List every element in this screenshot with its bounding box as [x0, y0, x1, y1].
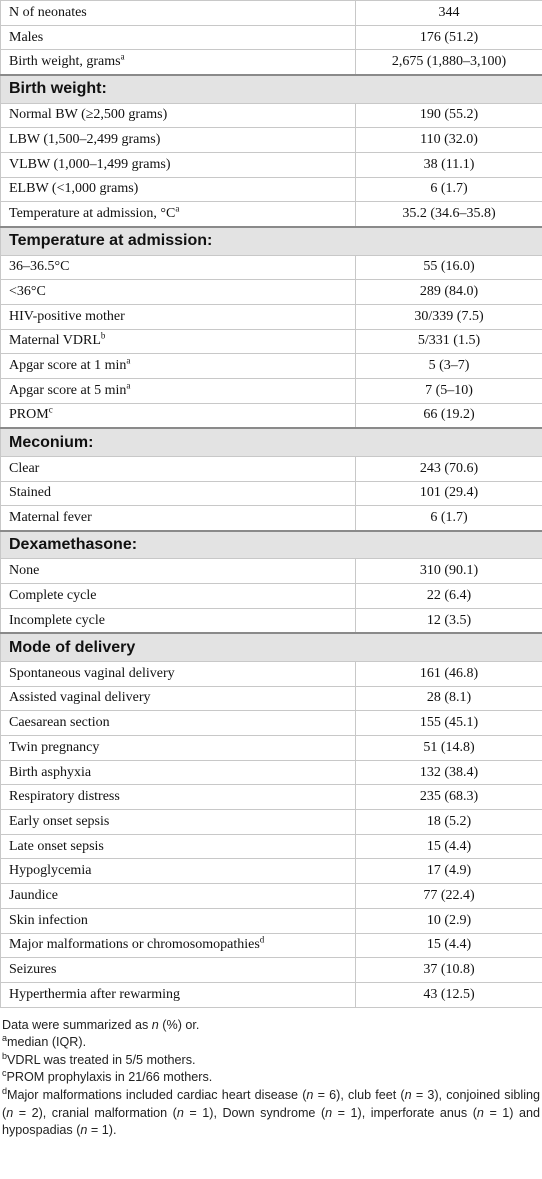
- table-row: [1, 25, 542, 50]
- section-header: Birth weight:: [1, 75, 542, 103]
- row-label: Early onset sepsis: [9, 813, 110, 829]
- row-label: Normal BW (≥2,500 grams): [9, 107, 168, 123]
- row-value: 22 (6.4): [356, 584, 542, 609]
- row-value: 243 (70.6): [356, 456, 542, 481]
- footnote-b: [2, 1052, 540, 1070]
- footnote-d-segment: = 2), cranial malformation (: [13, 1105, 177, 1120]
- row-label-cell: [1, 559, 356, 584]
- row-label: Complete cycle: [9, 587, 97, 603]
- section-header: Meconium:: [1, 428, 542, 456]
- row-label-cell: [1, 304, 356, 329]
- footnote-marker: a: [126, 380, 131, 391]
- row-value: 37 (10.8): [356, 958, 542, 983]
- row-label: Seizures: [9, 962, 57, 978]
- row-value: 6 (1.7): [356, 177, 542, 202]
- row-value: 18 (5.2): [356, 810, 542, 835]
- section-header: Mode of delivery: [1, 633, 542, 661]
- table-row: [1, 103, 542, 128]
- row-value: 15 (4.4): [356, 834, 542, 859]
- footnote-summary-text-end: (%) or.: [158, 1017, 200, 1032]
- row-label-cell: [1, 50, 356, 75]
- table-row: [1, 456, 542, 481]
- table-row: [1, 908, 542, 933]
- footnote-marker: a: [120, 51, 125, 62]
- table-row: [1, 711, 542, 736]
- footnote-d-segment: = 6), club feet (: [313, 1087, 405, 1102]
- footnote-a: [2, 1034, 540, 1052]
- row-value: 2,675 (1,880–3,100): [356, 50, 542, 75]
- row-label: LBW (1,500–2,499 grams): [9, 132, 161, 148]
- row-label: Birth asphyxia: [9, 764, 92, 780]
- footnote-d-segment: = 1) and hypospadias (: [2, 1105, 541, 1138]
- table-row: [1, 760, 542, 785]
- row-label-cell: [1, 255, 356, 280]
- row-label: PROM: [9, 407, 49, 423]
- row-label: Maternal fever: [9, 510, 92, 526]
- row-label: Incomplete cycle: [9, 612, 106, 628]
- section-header: Dexamethasone:: [1, 531, 542, 559]
- row-label-cell: [1, 686, 356, 711]
- footnote-d-n: n: [6, 1105, 14, 1120]
- row-label-cell: [1, 378, 356, 403]
- row-value: 155 (45.1): [356, 711, 542, 736]
- footnote-d-n: n: [80, 1123, 88, 1138]
- table-row: [1, 128, 542, 153]
- table-row: [1, 280, 542, 305]
- row-value: 10 (2.9): [356, 908, 542, 933]
- table-row: [1, 608, 542, 633]
- row-label-cell: [1, 1, 356, 26]
- row-label-cell: [1, 834, 356, 859]
- row-value: 101 (29.4): [356, 481, 542, 506]
- row-label-cell: [1, 711, 356, 736]
- row-label-cell: [1, 661, 356, 686]
- row-value: 66 (19.2): [356, 403, 542, 428]
- row-label-cell: [1, 481, 356, 506]
- row-value: 12 (3.5): [356, 608, 542, 633]
- table-row: [1, 810, 542, 835]
- row-label-cell: [1, 584, 356, 609]
- row-value: 28 (8.1): [356, 686, 542, 711]
- row-label: Spontaneous vaginal delivery: [9, 665, 175, 681]
- table-row: [1, 255, 542, 280]
- footnote-d-n: n: [476, 1105, 484, 1120]
- table-row: [1, 834, 542, 859]
- footnote-summary: [2, 1017, 540, 1035]
- table-body: [1, 1, 542, 1008]
- row-label-cell: [1, 456, 356, 481]
- footnote-marker: d: [259, 934, 265, 945]
- row-value: 51 (14.8): [356, 736, 542, 761]
- footnote-d-n: n: [176, 1105, 184, 1120]
- row-label-cell: [1, 128, 356, 153]
- row-value: 5 (3–7): [356, 354, 542, 379]
- row-label-cell: [1, 810, 356, 835]
- row-label-cell: [1, 760, 356, 785]
- footnote-marker: c: [48, 404, 53, 415]
- row-value: 132 (38.4): [356, 760, 542, 785]
- table-row: [1, 736, 542, 761]
- row-value: 77 (22.4): [356, 884, 542, 909]
- row-label-cell: [1, 958, 356, 983]
- section-header: Temperature at admission:: [1, 227, 542, 255]
- row-value: 15 (4.4): [356, 933, 542, 958]
- footnote-d-segment: = 3), conjoined sibling (: [2, 1087, 540, 1120]
- row-value: 110 (32.0): [356, 128, 542, 153]
- table-row: [1, 354, 542, 379]
- table-row: [1, 859, 542, 884]
- row-label: Clear: [9, 460, 40, 476]
- footnote-a-mark: a: [2, 1032, 8, 1043]
- row-label: Late onset sepsis: [9, 838, 104, 854]
- table-row: [1, 884, 542, 909]
- footnote-d-segment: Major malformations included cardiac heart disease (: [7, 1087, 307, 1102]
- row-label-cell: [1, 785, 356, 810]
- footnotes: [0, 1008, 542, 1140]
- row-label: 36–36.5°C: [9, 259, 70, 275]
- row-value: 38 (11.1): [356, 152, 542, 177]
- row-label: Apgar score at 5 min: [9, 382, 127, 398]
- row-label: Apgar score at 1 min: [9, 358, 127, 374]
- row-label: Skin infection: [9, 912, 88, 928]
- row-label: HIV-positive mother: [9, 308, 125, 324]
- row-label: Hyperthermia after rewarming: [9, 986, 181, 1002]
- row-label-cell: [1, 884, 356, 909]
- table-row: [1, 686, 542, 711]
- row-value: 35.2 (34.6–35.8): [356, 202, 542, 227]
- footnote-summary-n: n: [151, 1017, 159, 1032]
- row-label: None: [9, 563, 40, 579]
- footnote-c-text: PROM prophylaxis in 21/66 mothers.: [6, 1070, 213, 1085]
- table-row: [1, 982, 542, 1007]
- footnote-marker: a: [175, 203, 180, 214]
- row-value: 7 (5–10): [356, 378, 542, 403]
- row-label: N of neonates: [9, 4, 87, 20]
- footnote-a-text: median (IQR).: [7, 1035, 87, 1050]
- row-label: Caesarean section: [9, 715, 110, 731]
- row-value: 190 (55.2): [356, 103, 542, 128]
- row-value: 310 (90.1): [356, 559, 542, 584]
- row-label-cell: [1, 152, 356, 177]
- footnote-marker: a: [126, 355, 131, 366]
- row-label-cell: [1, 202, 356, 227]
- row-value: 161 (46.8): [356, 661, 542, 686]
- row-label-cell: [1, 982, 356, 1007]
- table-row: [1, 1, 542, 26]
- row-label: <36°C: [9, 284, 46, 300]
- footnote-b-text: VDRL was treated in 5/5 mothers.: [7, 1052, 196, 1067]
- table-row: [1, 584, 542, 609]
- table-row: [1, 403, 542, 428]
- footnote-b-mark: b: [2, 1050, 8, 1061]
- table-row: [1, 202, 542, 227]
- row-label: Birth weight, grams: [9, 54, 121, 70]
- row-label-cell: [1, 354, 356, 379]
- footnote-d-segment: = 1), Down syndrome (: [183, 1105, 326, 1120]
- section-header-row: [1, 227, 542, 255]
- section-header-row: [1, 428, 542, 456]
- footnote-d-segment: = 1), imperforate anus (: [332, 1105, 477, 1120]
- row-label-cell: [1, 177, 356, 202]
- footnote-marker: b: [100, 330, 106, 341]
- row-value: 344: [356, 1, 542, 26]
- row-label: Temperature at admission, °C: [9, 206, 176, 222]
- table-row: [1, 177, 542, 202]
- row-label-cell: [1, 736, 356, 761]
- row-label: Maternal VDRL: [9, 333, 101, 349]
- table-row: [1, 50, 542, 75]
- footnote-d: [2, 1087, 540, 1140]
- row-label-cell: [1, 403, 356, 428]
- row-label: Major malformations or chromosomopathies: [9, 937, 260, 953]
- row-label: Stained: [9, 485, 51, 501]
- footnote-c-mark: c: [2, 1068, 7, 1079]
- table-row: [1, 933, 542, 958]
- row-label-cell: [1, 25, 356, 50]
- row-value: 176 (51.2): [356, 25, 542, 50]
- row-value: 6 (1.7): [356, 506, 542, 531]
- table-row: [1, 304, 542, 329]
- table-row: [1, 506, 542, 531]
- table-row: [1, 378, 542, 403]
- table-row: [1, 661, 542, 686]
- table-row: [1, 785, 542, 810]
- section-header-row: [1, 633, 542, 661]
- section-header-row: [1, 75, 542, 103]
- section-header-row: [1, 531, 542, 559]
- row-label: Assisted vaginal delivery: [9, 690, 151, 706]
- row-label-cell: [1, 506, 356, 531]
- row-label-cell: [1, 608, 356, 633]
- table-row: [1, 559, 542, 584]
- table-row: [1, 958, 542, 983]
- table-row: [1, 481, 542, 506]
- footnote-d-n: n: [306, 1087, 314, 1102]
- row-value: 289 (84.0): [356, 280, 542, 305]
- row-label-cell: [1, 908, 356, 933]
- row-label: Respiratory distress: [9, 789, 120, 805]
- footnote-d-segment: = 1).: [87, 1123, 117, 1138]
- row-label-cell: [1, 933, 356, 958]
- footnote-d-mark: d: [2, 1085, 8, 1096]
- row-value: 17 (4.9): [356, 859, 542, 884]
- footnote-c: [2, 1069, 540, 1087]
- footnote-d-text: [2, 1085, 541, 1138]
- table-row: [1, 152, 542, 177]
- row-label: VLBW (1,000–1,499 grams): [9, 156, 171, 172]
- footnote-summary-text: Data were summarized as: [2, 1017, 152, 1032]
- row-label-cell: [1, 280, 356, 305]
- footnote-d-n: n: [404, 1087, 412, 1102]
- row-label-cell: [1, 329, 356, 354]
- row-value: 43 (12.5): [356, 982, 542, 1007]
- row-label: Jaundice: [9, 887, 58, 903]
- row-label: Twin pregnancy: [9, 739, 100, 755]
- row-value: 5/331 (1.5): [356, 329, 542, 354]
- table-row: [1, 329, 542, 354]
- row-label-cell: [1, 103, 356, 128]
- row-label: ELBW (<1,000 grams): [9, 181, 139, 197]
- row-value: 55 (16.0): [356, 255, 542, 280]
- row-label: Hypoglycemia: [9, 863, 92, 879]
- row-label-cell: [1, 859, 356, 884]
- row-value: 30/339 (7.5): [356, 304, 542, 329]
- row-value: 235 (68.3): [356, 785, 542, 810]
- footnote-d-n: n: [325, 1105, 333, 1120]
- row-label: Males: [9, 29, 44, 45]
